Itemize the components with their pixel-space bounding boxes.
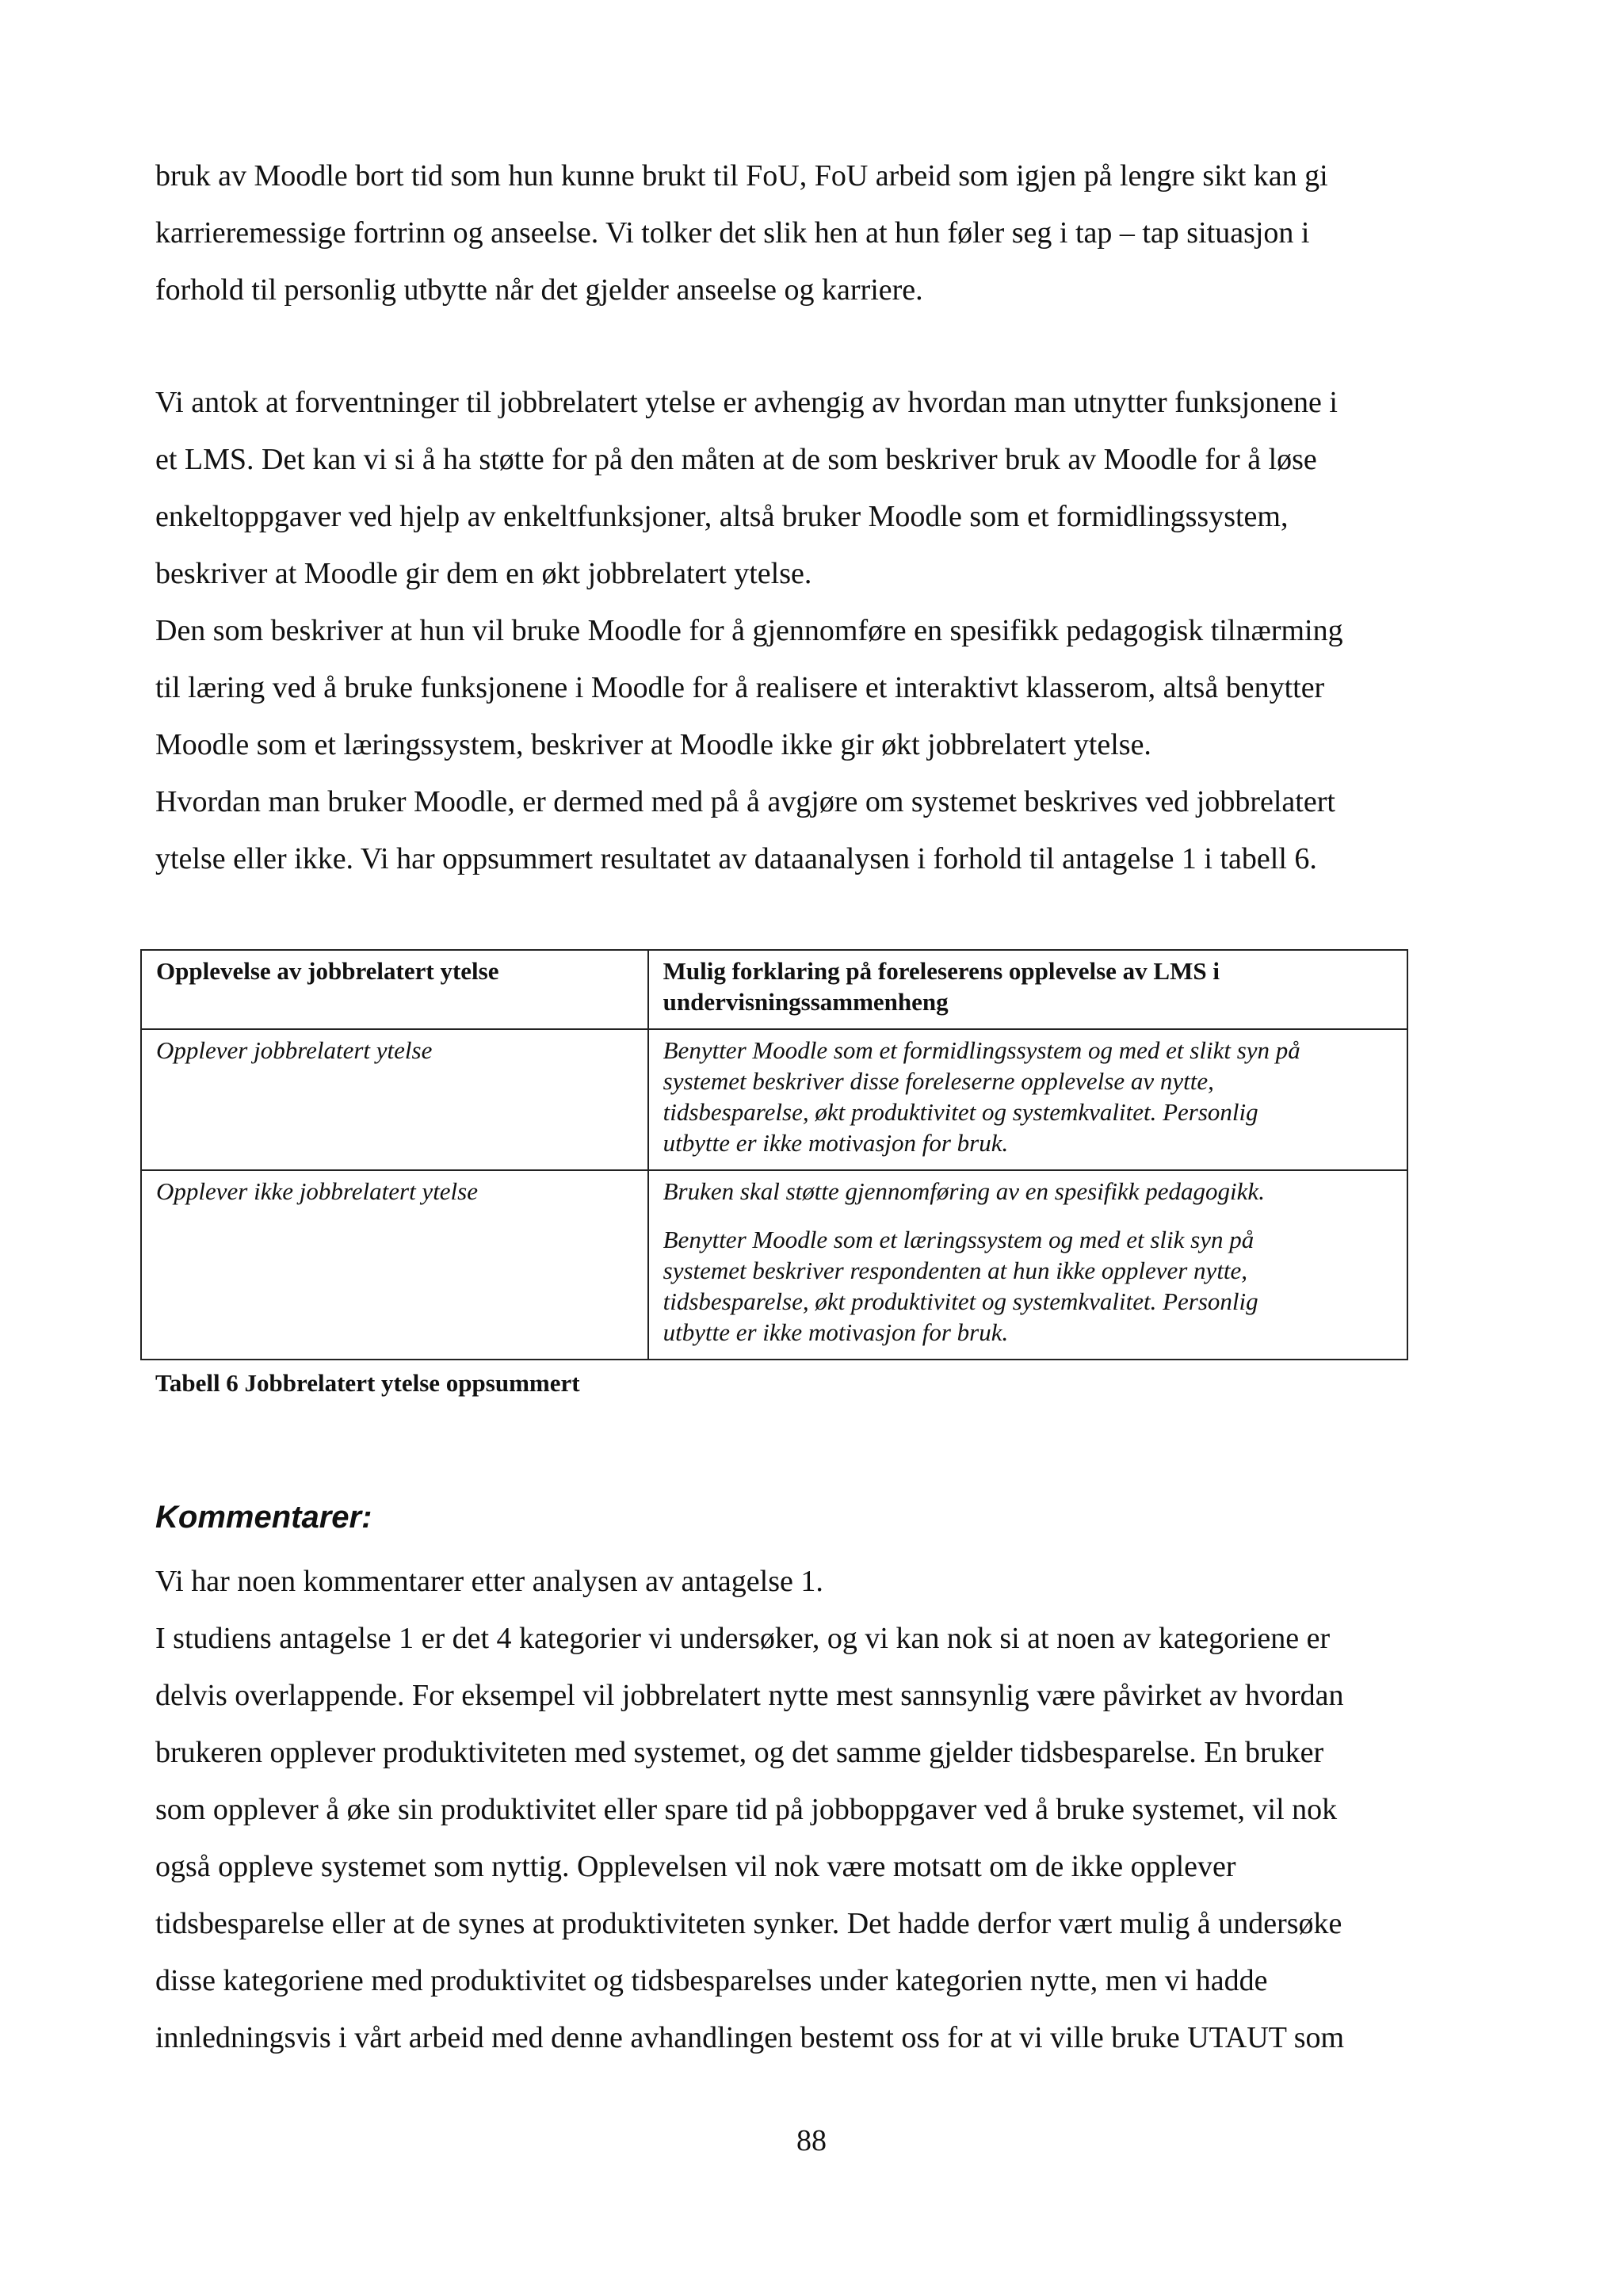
row1-col1-text: Opplever jobbrelatert ytelse	[156, 1036, 433, 1064]
text-line: bruk av Moodle bort tid som hun kunne brukt til FoU, FoU arbeid som igjen på lengre sikt kan gi	[155, 159, 1328, 193]
text-line: Hvordan man bruker Moodle, er dermed med på å avgjøre om systemet beskrives ved jobbrelatert	[155, 785, 1335, 818]
table-header-cell	[141, 950, 648, 1029]
header-col1-text: Opplevelse av jobbrelatert ytelse	[156, 957, 499, 985]
paragraph-2	[155, 374, 1471, 887]
row2-col2b-line: Benytter Moodle som et læringssystem og med et slik syn på	[663, 1226, 1254, 1253]
section-heading: Kommentarer:	[155, 1500, 372, 1535]
text-line: til læring ved å bruke funksjonene i Moodle for å realisere et interaktivt klasserom, altså benytter	[155, 671, 1325, 704]
table-row	[141, 1029, 1407, 1170]
text-line: Vi antok at forventninger til jobbrelatert ytelse er avhengig av hvordan man utnytter funksjonene i	[155, 386, 1338, 419]
row1-col2-line: Benytter Moodle som et formidlingssystem og med et slikt syn på	[663, 1036, 1300, 1064]
table-cell	[141, 1170, 648, 1360]
table-row	[141, 1170, 1407, 1360]
header-col2-line: undervisningssammenheng	[663, 988, 949, 1016]
table-cell	[648, 1170, 1407, 1360]
text-line: karrieremessige fortrinn og anseelse. Vi tolker det slik hen at hun føler seg i tap – tap situasjon i	[155, 216, 1310, 250]
text-line: brukeren opplever produktiviteten med systemet, og det samme gjelder tidsbesparelse. En bruker	[155, 1736, 1324, 1769]
text-line: som opplever å øke sin produktivitet eller spare tid på jobboppgaver ved å bruke systemet, vil nok	[155, 1793, 1338, 1826]
text-line: innledningsvis i vårt arbeid med denne avhandlingen bestemt oss for at vi ville bruke UTAUT som	[155, 2021, 1345, 2054]
table-cell	[141, 1029, 648, 1170]
text-line: Vi har noen kommentarer etter analysen av antagelse 1.	[155, 1565, 823, 1598]
text-line: enkeltoppgaver ved hjelp av enkeltfunksjoner, altså bruker Moodle som et formidlingssystem,	[155, 500, 1289, 533]
text-line: Den som beskriver at hun vil bruke Moodle for å gjennomføre en spesifikk pedagogisk tilnærming	[155, 614, 1343, 647]
row2-col1-text: Opplever ikke jobbrelatert ytelse	[156, 1177, 478, 1205]
summary-table	[140, 949, 1408, 1360]
row1-col2-line: utbytte er ikke motivasjon for bruk.	[663, 1129, 1009, 1157]
table-header-row	[141, 950, 1407, 1029]
table-cell	[648, 1029, 1407, 1170]
table-caption: Tabell 6 Jobbrelatert ytelse oppsummert	[155, 1369, 580, 1397]
text-line: disse kategoriene med produktivitet og tidsbesparelses under kategorien nytte, men vi hadde	[155, 1964, 1268, 1997]
paragraph-1	[155, 147, 1471, 318]
row2-col2-paragraph-1	[663, 1176, 1392, 1207]
text-line: forhold til personlig utbytte når det gjelder anseelse og karriere.	[155, 273, 923, 307]
comments-paragraph	[155, 1553, 1471, 2066]
header-col2-line: Mulig forklaring på foreleserens opplevelse av LMS i	[663, 957, 1220, 985]
row2-col2b-line: utbytte er ikke motivasjon for bruk.	[663, 1318, 1009, 1346]
row2-col2a-text: Bruken skal støtte gjennomføring av en spesifikk pedagogikk.	[663, 1177, 1265, 1205]
row2-col2b-line: systemet beskriver respondenten at hun ikke opplever nytte,	[663, 1257, 1248, 1284]
text-line: beskriver at Moodle gir dem en økt jobbrelatert ytelse.	[155, 557, 812, 590]
row1-col2-line: systemet beskriver disse foreleserne opplevelse av nytte,	[663, 1067, 1214, 1095]
text-line: også oppleve systemet som nyttig. Opplevelsen vil nok være motsatt om de ikke opplever	[155, 1850, 1236, 1883]
text-line: delvis overlappende. For eksempel vil jobbrelatert nytte mest sannsynlig være påvirket av hvordan	[155, 1679, 1344, 1712]
page-number: 88	[796, 2124, 827, 2157]
row2-col2-paragraph-2	[663, 1224, 1392, 1348]
row1-col2-line: tidsbesparelse, økt produktivitet og systemkvalitet. Personlig	[663, 1098, 1258, 1126]
text-line: I studiens antagelse 1 er det 4 kategorier vi undersøker, og vi kan nok si at noen av kategoriene er	[155, 1622, 1331, 1655]
text-line: et LMS. Det kan vi si å ha støtte for på den måten at de som beskriver bruk av Moodle for å løse	[155, 443, 1317, 476]
table-header-cell	[648, 950, 1407, 1029]
text-line: Moodle som et læringssystem, beskriver at Moodle ikke gir økt jobbrelatert ytelse.	[155, 728, 1151, 761]
text-line: tidsbesparelse eller at de synes at produktiviteten synker. Det hadde derfor vært mulig å undersøke	[155, 1907, 1342, 1940]
row2-col2b-line: tidsbesparelse, økt produktivitet og systemkvalitet. Personlig	[663, 1287, 1258, 1315]
text-line: ytelse eller ikke. Vi har oppsummert resultatet av dataanalysen i forhold til antagelse 1 i tabell 6.	[155, 842, 1317, 875]
